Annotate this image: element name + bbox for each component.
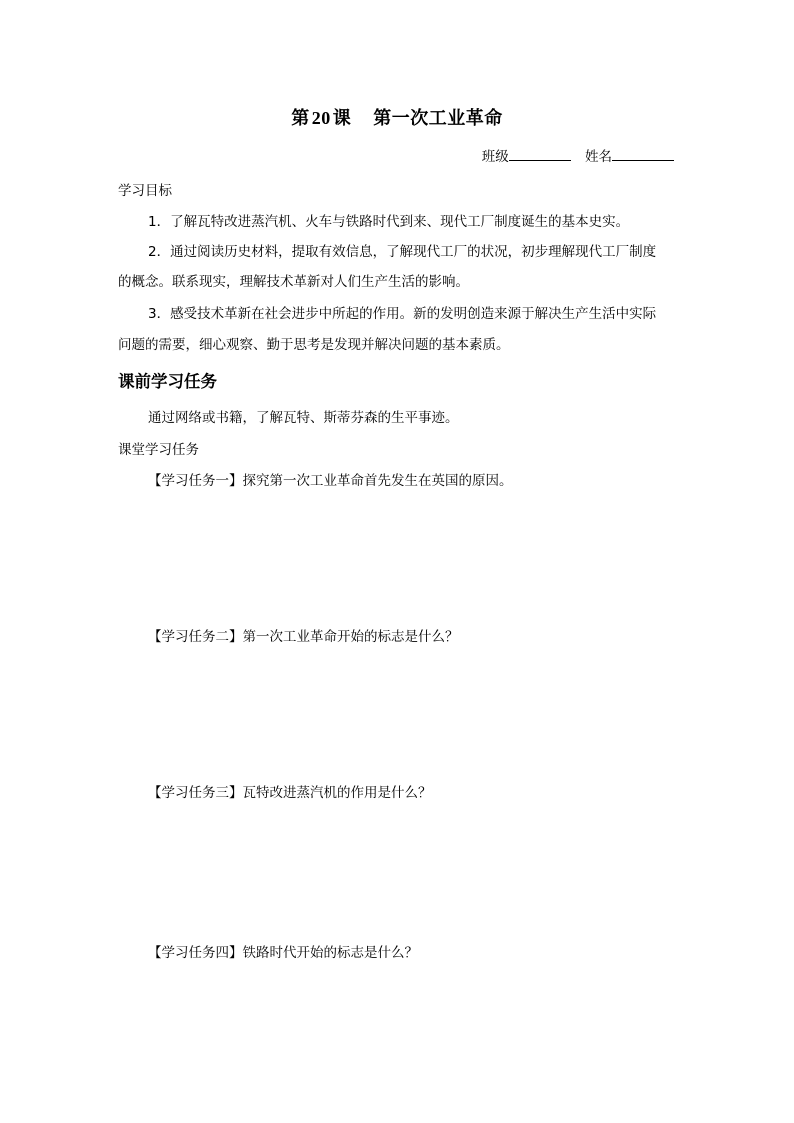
preclass-heading: 课前学习任务 xyxy=(118,372,217,391)
task-2: 【学习任务二】第一次工业革命开始的标志是什么？ xyxy=(148,629,459,645)
name-blank xyxy=(612,146,674,161)
class-label: 班级 xyxy=(481,149,509,165)
classroom-heading: 课堂学习任务 xyxy=(118,442,199,458)
task-1: 【学习任务一】探究第一次工业革命首先发生在英国的原因。 xyxy=(148,473,513,489)
student-info-row xyxy=(482,145,674,165)
lesson-number: 20 xyxy=(311,108,331,128)
preclass-text: 通过网络或书籍，了解瓦特、斯蒂芬森的生平事迹。 xyxy=(148,410,459,426)
task-4: 【学习任务四】铁路时代开始的标志是什么？ xyxy=(148,945,418,961)
lesson-name: 第一次工业革命 xyxy=(373,108,503,129)
class-blank xyxy=(509,146,571,161)
objective-item-3-line-1: 3．感受技术革新在社会进步中所起的作用。新的发明创造来源于解决生产生活中实际 xyxy=(148,306,657,322)
lesson-suffix: 课 xyxy=(332,108,352,129)
objective-item-3-line-2: 问题的需要，细心观察、勤于思考是发现并解决问题的基本素质。 xyxy=(118,337,510,353)
name-label: 姓名 xyxy=(585,149,612,165)
objectives-heading: 学习目标 xyxy=(118,183,172,199)
objective-item-1: 1．了解瓦特改进蒸汽机、火车与铁路时代到来、现代工厂制度诞生的基本史实。 xyxy=(148,214,630,230)
lesson-title xyxy=(0,104,794,130)
task-3: 【学习任务三】瓦特改进蒸汽机的作用是什么？ xyxy=(148,785,432,801)
objective-item-2-line-1: 2．通过阅读历史材料，提取有效信息，了解现代工厂的状况，初步理解现代工厂制度 xyxy=(148,244,657,260)
lesson-prefix: 第 xyxy=(291,108,310,129)
objective-item-2-line-2: 的概念。联系现实，理解技术革新对人们生产生活的影响。 xyxy=(118,274,469,290)
